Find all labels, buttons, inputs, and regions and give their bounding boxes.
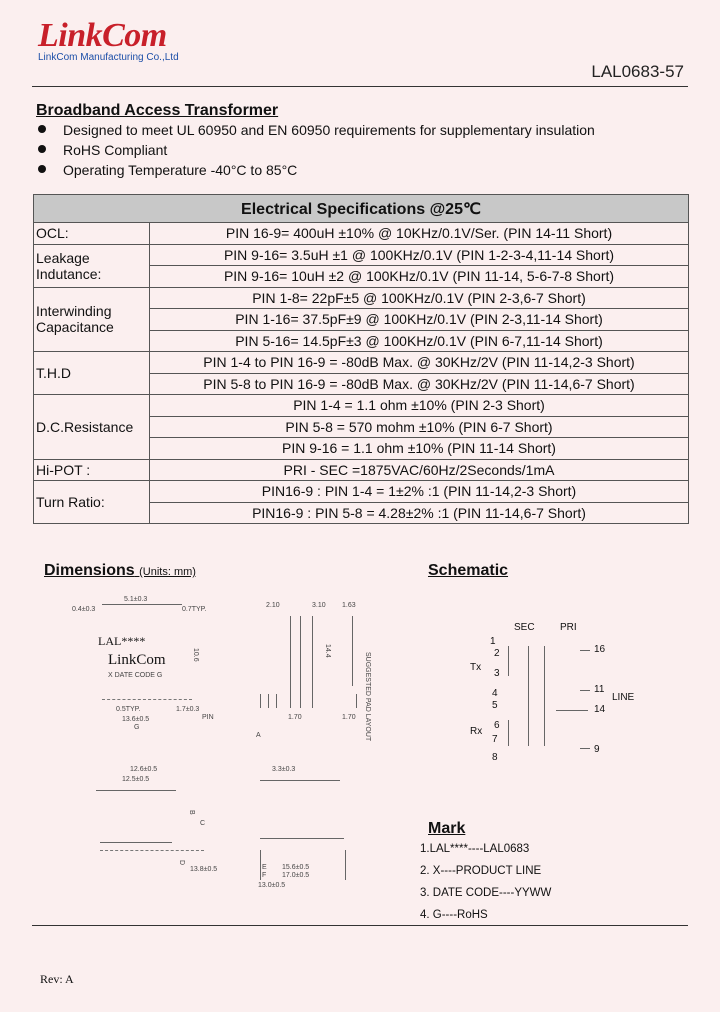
spec-label-ocl: OCL: [34,223,150,245]
pad-line [290,616,291,708]
mark-heading: Mark [428,820,466,837]
dim-label: 13.0±0.5 [258,882,286,889]
dim-label: 17.0±0.5 [282,872,310,879]
dim-label: 1.70 [342,714,356,721]
dim-label: 3.10 [312,602,326,609]
dimensions-heading: Dimensions (Units: mm) [44,562,196,579]
pad-line [276,694,277,708]
spec-value: PIN 9-16= 3.5uH ±1 @ 100KHz/0.1V (PIN 1-2-3-4,11-14 Short) [150,244,689,266]
spec-value: PIN 5-8 = 570 mohm ±10% (PIN 6-7 Short) [150,416,689,438]
label-tx: Tx [470,662,482,673]
part-label: LAL**** [98,634,146,648]
dim-label: 13.6±0.5 [122,716,150,723]
electrical-spec-table [33,194,689,524]
dim-label: G [134,724,140,731]
spec-value: PRI - SEC =1875VAC/60Hz/2Seconds/1mA [150,459,689,481]
dim-label: 1.70 [288,714,302,721]
pad-line [268,694,269,708]
dim-line [260,838,344,839]
dim-label: 0.5TYP. [116,706,141,713]
spec-table-title: Electrical Specifications @25℃ [34,195,689,223]
pin-label: 11 [594,684,605,695]
dim-label: 2.10 [266,602,280,609]
dimension-drawing-side-view [96,766,216,896]
footer-divider [32,925,688,926]
header-divider [32,86,688,87]
dim-label: D [178,860,185,866]
suggested-pad-layout [252,596,382,746]
spec-value: PIN 5-16= 14.5pF±3 @ 100KHz/0.1V (PIN 6-7,11-14 Short) [150,330,689,352]
pin-label: 6 [494,720,500,731]
pin-label: 16 [594,644,606,655]
spec-value: PIN16-9 : PIN 1-4 = 1±2% :1 (PIN 11-14,2-3 Short) [150,481,689,503]
pin-label: 4 [492,688,498,699]
dim-label: 14.4 [324,644,331,658]
pin-label: 1 [490,636,496,647]
dim-label: 1.63 [342,602,356,609]
dim-label: F [262,872,267,879]
dim-label: 1.7±0.3 [176,706,200,713]
company-logo: LinkCom [38,17,167,54]
dim-label: 0.7TYP. [182,606,207,613]
dim-label: 12.5±0.5 [122,776,150,783]
winding-line [508,646,509,676]
pin-label: 2 [494,648,500,659]
dim-label: 12.6±0.5 [130,766,158,773]
pin-label: 3 [494,668,500,679]
bullet-icon [38,125,46,133]
revision-label: Rev: A [40,972,74,986]
spec-value: PIN 1-16= 37.5pF±9 @ 100KHz/0.1V (PIN 2-3,11-14 Short) [150,309,689,331]
dimension-drawing-top-view [72,596,232,736]
spec-value: PIN16-9 : PIN 5-8 = 4.28±2% :1 (PIN 11-14,6-7 Short) [150,502,689,524]
spec-label-thd: T.H.D [34,352,150,395]
dim-label: 15.6±0.5 [282,864,310,871]
winding-core [528,646,529,746]
winding-line [580,690,590,691]
spec-value: PIN 9-16= 10uH ±2 @ 100KHz/0.1V (PIN 11-14, 5-6-7-8 Short) [150,266,689,288]
bullet-icon [38,165,46,173]
pad-line [312,616,313,708]
feature-bullet: Designed to meet UL 60950 and EN 60950 requirements for supplementary insulation [38,121,595,139]
spec-label-dcr: D.C.Resistance [34,395,150,460]
dim-label: SUGGESTED PAD LAYOUT [364,652,371,742]
pin-label: 14 [594,704,606,715]
dimension-drawing-end-view [260,766,370,896]
winding-line [508,720,509,746]
pad-layout-caption: A [256,732,261,739]
dim-line [260,780,340,781]
pin-label: 5 [492,700,498,711]
pin-row [102,699,192,700]
mark-line: 1.LAL****----LAL0683 [420,843,530,855]
dim-line [100,842,172,843]
spec-label-hipot: Hi-POT : [34,459,150,481]
label-rx: Rx [470,726,483,737]
dim-label: 13.8±0.5 [190,866,218,873]
label-line: LINE [612,692,635,703]
mark-line: 3. DATE CODE----YYWW [420,887,552,899]
label-sec: SEC [514,622,535,633]
dimensions-units: (Units: mm) [139,566,196,578]
feature-bullet: Operating Temperature -40°C to 85°C [38,161,297,179]
spec-value: PIN 1-4 = 1.1 ohm ±10% (PIN 2-3 Short) [150,395,689,417]
dim-label: 5.1±0.3 [124,596,148,603]
pad-line [300,616,301,708]
spec-label-capacitance: Interwinding Capacitance [34,287,150,352]
pin-row [100,850,204,851]
schematic-diagram [460,620,660,770]
dim-line [102,604,182,605]
dim-label: E [262,864,267,871]
company-name: LinkCom Manufacturing Co.,Ltd [38,52,179,63]
pin-label: 7 [492,734,498,745]
product-title: Broadband Access Transformer [36,102,279,119]
pin-label: 9 [594,744,600,755]
spec-value: PIN 9-16 = 1.1 ohm ±10% (PIN 11-14 Short) [150,438,689,460]
dim-label: B [188,810,195,815]
winding-core [544,646,545,746]
dim-line [96,790,176,791]
dim-label: 3.3±0.3 [272,766,296,773]
dim-label: PIN [202,714,214,721]
pad-line [260,694,261,708]
schematic-heading: Schematic [428,562,509,579]
part-brand: LinkCom [108,652,166,668]
date-code-label: X DATE CODE G [108,672,163,679]
dim-label: 10.6 [192,648,199,662]
spec-label-leakage: Leakage Indutance: [34,244,150,287]
bullet-icon [38,145,46,153]
spec-value: PIN 1-8= 22pF±5 @ 100KHz/0.1V (PIN 2-3,6-7 Short) [150,287,689,309]
mark-line: 2. X----PRODUCT LINE [420,865,542,877]
pin-label: 8 [492,752,498,763]
spec-value: PIN 16-9= 400uH ±10% @ 10KHz/0.1V/Ser. (PIN 14-11 Short) [150,223,689,245]
spec-value: PIN 5-8 to PIN 16-9 = -80dB Max. @ 30KHz/2V (PIN 11-14,6-7 Short) [150,373,689,395]
winding-line [580,650,590,651]
mark-line: 4. G----RoHS [420,909,488,921]
pad-line [356,694,357,708]
pad-line [352,616,353,686]
feature-bullet: RoHS Compliant [38,141,167,159]
winding-line [580,748,590,749]
dim-label: 0.4±0.3 [72,606,96,613]
winding-line [556,710,588,711]
part-number: LAL0683-57 [591,62,684,81]
spec-label-turn-ratio: Turn Ratio: [34,481,150,524]
label-pri: PRI [560,622,577,633]
spec-value: PIN 1-4 to PIN 16-9 = -80dB Max. @ 30KHz/2V (PIN 11-14,2-3 Short) [150,352,689,374]
dim-label: C [200,820,206,827]
